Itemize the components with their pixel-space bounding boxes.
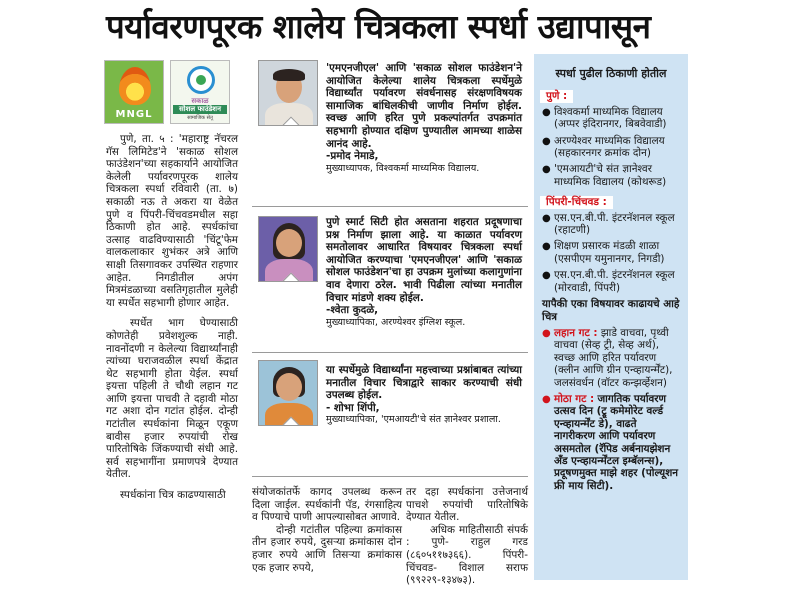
venue-item: ● 'एमआयटी'चे संत ज्ञानेश्वर माध्यमिक विद्यालय (कोथरूड) xyxy=(542,163,667,188)
small-group-label: लहान गट : xyxy=(554,326,598,339)
section-label-pcmc: पिंपरी-चिंचवड : xyxy=(540,196,613,208)
sakal-logo-line2: सोशल फाउंडेशन xyxy=(173,105,227,114)
bullet-icon: ● xyxy=(542,241,551,253)
article-paragraph: दोन्ही गटांतील पहिल्या क्रमांकास तीन हजार रुपये, दुसऱ्या क्रमांकास दोन हजार रुपये आणि तिसऱ्या क्रमांकास एक हजार रुपये, xyxy=(252,523,402,574)
section-label-pune: पुणे : xyxy=(540,90,573,102)
divider xyxy=(252,476,528,477)
article-paragraph: तर दहा स्पर्धकांना उत्तेजनार्थ पाचशे रुपयांची पारितोषिके देण्यात येतील. xyxy=(406,486,528,524)
article-column-3 xyxy=(406,486,528,587)
principal-photo xyxy=(258,360,318,426)
quote-block xyxy=(326,216,522,329)
principal-photo xyxy=(258,216,318,282)
bullet-icon: ● xyxy=(542,164,551,176)
venue-item: ● एस.एन.बी.पी. इंटरनॅशनल स्कूल (रहाटणी) xyxy=(542,211,675,237)
venue-item: ● शिक्षण प्रसारक मंडळी शाळा (एसपीएम यमुनानगर, निगडी) xyxy=(542,240,665,265)
sakal-social-foundation-logo xyxy=(170,60,230,124)
bullet-icon: ● xyxy=(542,327,551,339)
subject-intro: यापैकी एका विषयावर काढायचे आहे चित्र xyxy=(542,298,680,323)
quote-text: 'एमएनजीएल' आणि 'सकाळ सोशल फाउंडेशन'ने आयोजित केलेल्या शालेय चित्रकला स्पर्धेमुळे विद्यार्थ्यांत पर्यावरण संवर्धनासह संरक्षणविषयक सामाजिक बांधिलकीची जाणीव निर्माण होईल. स्वच्छ आणि हरित पुणे प्रकल्पांतर्गत उपक्रमांत सहभागी होण्यात दक्षिण पुण्यातील आमच्या शाळेस आनंद आहे. xyxy=(326,62,522,150)
quote-text: या स्पर्धेमुळे विद्यार्थ्यांना महत्त्वाच्या प्रश्नांबाबत त्यांच्या मनातील विचार चित्राद्वारे साकार करण्याची संधी उपलब्ध होईल. xyxy=(326,364,522,402)
bullet-icon: ● xyxy=(542,270,551,282)
divider xyxy=(252,206,528,207)
article-paragraph: संयोजकांतर्फे कागद उपलब्ध करून दिला जाईल. स्पर्धकांनी पॅड, रंगसाहित्य व पिण्याचे पाणी आपल्यासोबत आणावे. xyxy=(252,486,402,524)
flame-icon xyxy=(119,67,151,105)
quote-author-role: मुख्याध्यापिका, अरण्येश्वर इंग्लिश स्कूल. xyxy=(326,316,466,328)
bullet-icon: ● xyxy=(542,212,551,224)
quote-author: - शोभा शिंपी, xyxy=(326,401,380,414)
article-paragraph: अधिक माहितीसाठी संपर्क : पुणे- राहुल गरड (८६०५११७३६६). पिंपरी-चिंचवड- विशाल सराफ (९९२२९-१३४७३). xyxy=(406,523,528,587)
sakal-logo-line1: सकाळ xyxy=(191,97,209,105)
big-group-subjects xyxy=(542,393,680,492)
quote-author-role: मुख्याध्यापक, विश्वकर्मा माध्यमिक विद्यालय. xyxy=(326,162,480,174)
venue-item: ● अरण्येश्वर माध्यमिक विद्यालय (सहकारनगर क्रमांक दोन) xyxy=(542,134,665,160)
foundation-emblem-icon xyxy=(187,66,215,94)
article-column-1 xyxy=(106,133,238,502)
article-paragraph: पुणे, ता. ५ : 'महाराष्ट्र नॅचरल गॅस लिमिटेड'ने 'सकाळ सोशल फाउंडेशन'च्या सहकार्याने आयोजित केलेली पर्यावरणपूरक शालेय चित्रकला स्पर्धा रविवारी (ता. ७) सकाळी नऊ ते अकरा या वेळेत पुणे व पिंपरी-चिंचवडमधील सहा ठिकाणी होत आहे. स्पर्धकांचा उत्साह वाढविण्यासाठी 'चिंटू'फेम वालकलाकार शुभंकर अत्रे आणि साक्षी तिसगावकर उपस्थित राहणार आहेत. निगडीतील अपंग मित्रमंडळाच्या वसतिगृहातील मुलेही या स्पर्धेत सहभागी होणार आहेत. xyxy=(106,133,238,309)
quote-author-role: मुख्याध्यापिका, 'एमआयटी'चे संत ज्ञानेश्वर प्रशाला. xyxy=(326,414,501,426)
article-paragraph: स्पर्धकांना चित्र काढण्यासाठी xyxy=(120,489,226,502)
bullet-icon: ● xyxy=(542,135,551,147)
sakal-logo-line3: सामाजिक सेतू xyxy=(187,115,213,121)
venue-item: ● एस.एन.बी.पी. इंटरनॅशनल स्कूल (मोरवाडी, पिंपरी) xyxy=(542,269,675,294)
principal-photo xyxy=(258,60,318,126)
venue-item: ● विश्वकर्मा माध्यमिक विद्यालय (अप्पर इंदिरानगर, बिबवेवाडी) xyxy=(542,105,667,131)
small-group-subjects xyxy=(542,327,680,389)
divider xyxy=(252,352,528,353)
bullet-icon: ● xyxy=(542,393,551,405)
quote-text: पुणे स्मार्ट सिटी होत असताना शहरात प्रदूषणाचा प्रश्न निर्माण झाला आहे. या काळात पर्यावरण समतोलावर आधारित विषयावर चित्रकला स्पर्धा आयोजित करण्याचा 'एमएनजीएल' आणि 'सकाळ सोशल फाउंडेशन'चा हा उपक्रम मुलांच्या कलागुणांना वाव देणारा ठरेल. भावी पिढीला त्यांच्या मनातील विचार मांडणे शक्य होईल. xyxy=(326,216,522,304)
venues-sidebar xyxy=(534,54,688,580)
quote-author: -प्रमोद नेमाडे, xyxy=(326,150,379,163)
big-group-label: मोठा गट : xyxy=(554,392,595,405)
bullet-icon: ● xyxy=(542,106,551,118)
sidebar-title: स्पर्धा पुढील ठिकाणी होतील xyxy=(555,67,667,80)
headline: पर्यावरणपूरक शालेय चित्रकला स्पर्धा उद्यापासून xyxy=(106,7,651,46)
mngl-logo-label: MNGL xyxy=(115,109,153,120)
quote-block xyxy=(326,62,522,175)
mngl-logo xyxy=(104,60,164,124)
article-column-2 xyxy=(252,486,402,574)
quote-block xyxy=(326,364,522,427)
article-paragraph: स्पर्धेत भाग घेण्यासाठी कोणतेही प्रवेशशुल्क नाही. नावनोंदणी न केलेल्या विद्यार्थ्यांनाही त्यांच्या घराजवळील स्पर्धा केंद्रात थेट सहभागी होता येईल. स्पर्धा इयत्ता पहिली ते चौथी लहान गट आणि इयत्ता पाचवी ते दहावी मोठा गट अशा दोन गटांत होईल. दोन्ही गटांतील स्पर्धकांना मिळून एकूण बावीस हजार रुपयांची रोख पारितोषिके जिंकण्याची संधी आहे. सर्व सहभागींना प्रमाणपत्रे देण्यात येतील. xyxy=(106,317,238,481)
big-group-text: जागतिक पर्यावरण उत्सव दिन (ट्रू कमेमोरेट वर्ल्ड एन्व्हायर्न्मेंट डे), वाढते नागरीकरण आणि पर्यावरण असमतोल (रॅपिड अर्बनायझेशन अँड एन्व्हायर्न्मेंटल इम्बॅलन्स), प्रदूषणमुक्त माझे शहर (पोल्यूशन फ्री माय सिटी). xyxy=(554,392,679,492)
small-group-text: झाडे वाचवा, पृथ्वी वाचवा (सेव्ह ट्री, सेव्ह अर्थ), स्वच्छ आणि हरित पर्यावरण (क्लीन आणि ग्रीन एन्व्हायर्न्मेंट), जलसंवर्धन (वॉटर कन्झर्व्हेशन) xyxy=(554,326,673,389)
quote-author: -श्वेता कुदळे, xyxy=(326,304,379,317)
